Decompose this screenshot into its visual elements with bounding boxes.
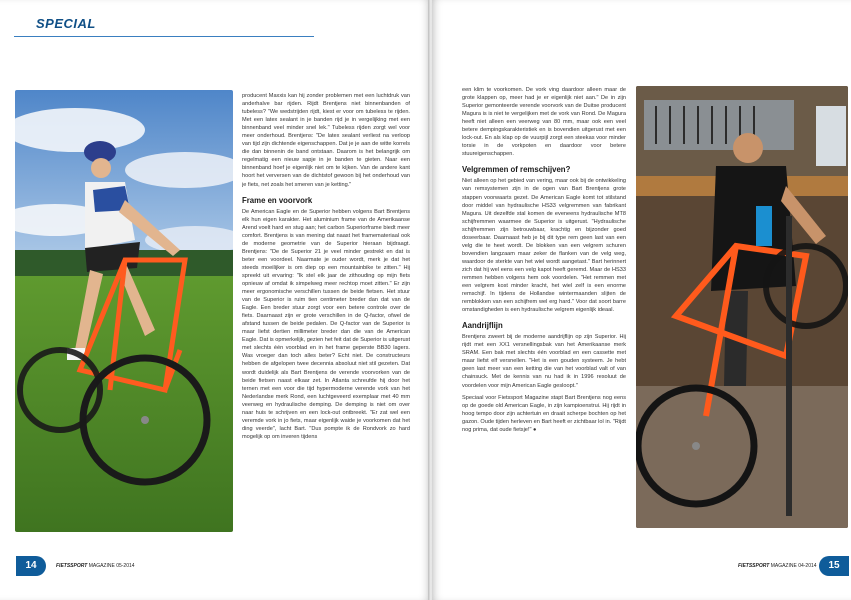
- magazine-issue: MAGAZINE 05-2014: [88, 563, 135, 569]
- paragraph: Brentjens zweert bij de moderne aandrijflijn op zijn Superior. Hij rijdt met een XX1 versnellingsbak van het Amerikaanse merk SRAM. Een bak met slechts één voorblad en een cassette met maar liefst elf versnellen. "Het is een gouden systeem. Je hebt geen last meer van een ketting die van het voorblad valt of van chainsuck. Met de kennis van nu had ik in 1996 resoluut de voordelen voor mijn American Eagle gesloopt.": [462, 334, 626, 389]
- paragraph: producent Maxxis kan hij zonder problemen met een luchtdruk van anderhalve bar rijden. Rijdt Brentjens niet binnenbanden of tubeless? "We wedstrijden rijdt, kiest er voor om tubeless te rijden. Met een latex sealant in je banden rijd je in vergelijking met een binnenband veel minder snel lek." Tubeless rijden zorgt wel voor meer onderhoud. Brentjens: "De latex sealant verliest na verloop van tijd zijn dichtende eigenschappen. Dat je je aan de witte korrels die dan binnenin de band ontstaan. Daarom is het belangrijk om regelmatig een nieuw sapje in je banden te gieten. Naar een binnenband hoef je eigenlijk niet om te kijken. Van de andere kant hoort het verversen van de dichtstof gewoon bij het onderhoud van je fiets, net zoals het smeren van je ketting.": [242, 93, 410, 188]
- paragraph: De American Eagle en de Superior hebben volgens Bart Brentjens elk hun eigen karakter. Het aluminium frame van de Amerikaanse Arend voelt hard en stug aan; het carbon Superiorframe biedt meer comfort. Brentjens is van mening dat naast het framemateriaal ook de moderne geometrie van de Superior hieraan bijdraagt. Brentjens: "De de Superior 21 je veel minder gestrekt en dat is beter een voordeel. Naarmate je ouder wordt, merk je dat het steeds moeilijker is om diep op een mountainbike te zitten." Hij spreekt uit ervaring: "Ik stel elk jaar de zithouding op mijn fiets opnieuw af omdat ik simpelweg meer rechtop moet zitten." Er zijn meer ergonomische verschillen tussen de beide fietsen. Het stuur van de Superior is ruim tien centimeter breder dan dat van de Eagle. Een breder stuur zorgt voor een betere controle over de fiets. Daarnaast zijn er grote verschillen in de Q-factor, ofwel de afstand tussen de beide pedalen. De Q-factor van de Superior is maar liefst dertien millimeter breder dan die van de American Eagle. Dat is opmerkelijk, gezien het feit dat de Superior is uitgerust met slechts één voorblad en in het frame geperste BB30 lagers. Was vroeger dan toch alles beter? Echt niet. De constructeurs hebben de afgelopen twee decennia absoluut niet stil gezeten. Dat wordt duidelijk als Bart Brentjens de verende voorvorken van de beide fietsen naast elkaar zet. In Atlanta schreufde hij door het ternen met een voor die tijd hypermoderne verende vork van het Nederlandse merk Rond, een luchtgeveerd exemplaar met 40 mm veerweg en hydraulische demping. De demping is niet om over naar huis te schrijven en een lock-out ontbreekt. "Er zat wel een veremde vork in jo fiets, maar eigenlijk waide je voorkomen dat het ding veerde", lacht Bart. "Dus pompte ik de Rondvork zo hard mogelijk op om inveren tijdens: [242, 208, 410, 440]
- subheading-velgremmen: Velgremmen of remschijven?: [462, 165, 571, 175]
- paragraph: Niet alleen op het gebied van vering, maar ook bij de ontwikkeling van remsystemen zijn in de ogen van Bart Brentjens grote stappen voorwaarts gezet. De American Eagle komt tot stilstand door middel van hydraulische HS33 velgremmen van fabrikant Magura. Uit dezelfde stal komen de eveneens hydraulische MT8 schijfremmen waarmee de Superior is uitgerust. "Hydraulische schijfremmen zijn betrouwbaar, krachtig en bijzonder goed doseerbaar. Daarnaast heb je bij dit type rem geen last van een velg die te heet wordt. De blokken van een velgrem schuren bovendien langzaam maar zeker de flanken van de velg weg, waardoor de sterkte van het wiel wordt aangetast." Bart herinnert zich dat hij wel eens een velg kapot heeft geremd. Maar de HS33 remmen hebben volgens hem ook voordelen. "Het remmen met een velgrem kost minder kracht, het wiel zelf is een enorme remschijf. In tijdens de Hollandse wintermaanden slijten de remblokken van een schijfrem wel erg hard." Voor dat soort barre omstandigheden is een hydraulische velgrem eigenlijk ideaal.: [462, 178, 626, 314]
- right-page: [432, 0, 851, 600]
- paragraph: een klim te voorkomen. De vork ving daardoor alleen maar de grote klappen op, meer had je er eigenlijk niet aan." De in zijn Superior gemonteerde verende voorvork van de Duitse producent Magura is is niet te vergelijken met de vork van Rond. De Magura heeft niet alleen een veerweg van 80 mm, maar ook een veel betere dempingskarakteristiek en is bovendien uitgerust met een lock-out. En als klap op de vuurpijl zorgt een steekas voor minder torsie in de vorkpoten en daardoor voor betere stuureigenschappen.: [462, 87, 626, 158]
- magazine-name: FIETSSPORT: [738, 563, 770, 569]
- section-label: SPECIAL: [36, 16, 96, 31]
- article-column-left: [242, 92, 410, 562]
- paragraph-closing: Speciaal voor Fietssport Magazine stapt Bart Brentjens nog eens op de goede old American Eagle, in zijn kampioenstrui. Hij rijdt in hoog tempo door zijn achtertuin en draait scherpe bochten op het gazon. Oude tijden herleven en Bart heeft er zichtbaar lol in. "Rijdt nog prima, dat oude fietsje!" ●: [462, 394, 626, 433]
- footer-magazine-right: [738, 563, 817, 569]
- page-number-left: 14: [16, 556, 46, 576]
- subheading-aandrijflijn: Aandrijflijn: [462, 321, 503, 331]
- article-column-right: [462, 86, 626, 562]
- photo-rider-american-eagle: [15, 90, 233, 532]
- subheading-frame-voorvork: Frame en voorvork: [242, 195, 313, 205]
- footer-magazine-left: [56, 563, 135, 569]
- page-number-right: 15: [819, 556, 849, 576]
- banner-rule: [14, 36, 314, 37]
- magazine-issue: MAGAZINE 04-2014: [770, 563, 817, 569]
- photo-workshop-bart: [636, 86, 848, 528]
- magazine-name: FIETSSPORT: [56, 563, 88, 569]
- section-banner: [0, 0, 300, 62]
